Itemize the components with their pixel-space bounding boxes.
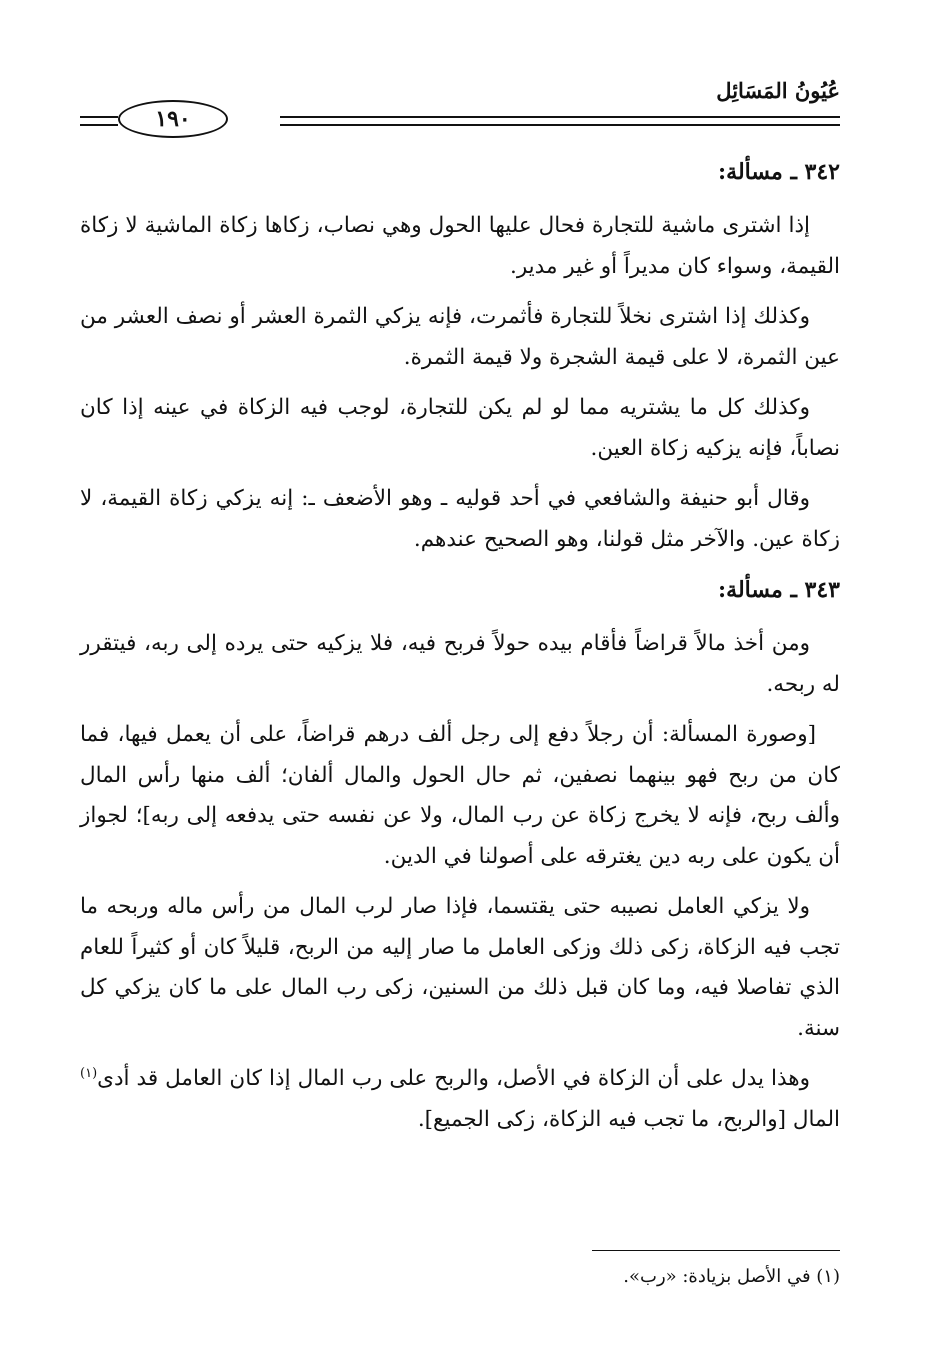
paragraph: ولا يزكي العامل نصيبه حتى يقتسما، فإذا صار لرب المال من رأس ماله وربحه ما تجب فيه الزكاة، زكى ذلك وزكى العامل ما صار إليه من الربح، قليلاً كان أو كثيراً للعام الذي تفاصلا فيه، وما كان قبل ذلك من السنين، زكى رب المال على ما كان يزكي كل سنة. [80, 894, 840, 1041]
header-rule-left-top [80, 116, 118, 118]
paragraph-text: المال [والربح، ما تجب فيه الزكاة، زكى الجميع]. [417, 1106, 840, 1132]
section-heading-343: ٣٤٣ ـ مسألة: [718, 577, 840, 603]
paragraph-text: وهذا يدل على أن الزكاة في الأصل، والربح على رب المال إذا كان العامل قد أدى [97, 1066, 810, 1091]
document-page [80, 0, 840, 1346]
paragraph: وقال أبو حنيفة والشافعي في أحد قوليه ـ وهو الأضعف ـ: إنه يزكي زكاة القيمة، لا زكاة عين. والآخر مثل قولنا، وهو الصحيح عندهم. [80, 486, 840, 552]
book-title: عُيُونُ المَسَائِل [716, 78, 840, 103]
footnote-separator [592, 1250, 840, 1251]
page-body [80, 152, 840, 1150]
footnote: (١) في الأصل بزيادة: «رب». [623, 1266, 840, 1287]
paragraph: وكذلك إذا اشترى نخلاً للتجارة فأثمرت، فإنه يزكي الثمرة العشر أو نصف العشر من عين الثمرة، لا على قيمة الشجرة ولا قيمة الثمرة. [80, 304, 840, 370]
header-rule-left-bottom [80, 124, 118, 126]
header-rule-top [280, 116, 840, 118]
paragraph: [وصورة المسألة: أن رجلاً دفع إلى رجل ألف درهم قراضاً، على أن يعمل فيها، فما كان من ربح فهو بينهما نصفين، ثم حال الحول والمال ألفان؛ ألف منها رأس المال وألف ربح، فإنه لا يخرج زكاة عن رب المال، ولا عن نفسه حتى يدفعه إلى ربه]؛ لجواز أن يكون على ربه دين يغترقه على أصولنا في الدين. [80, 722, 840, 869]
page-number: ١٩٠ [118, 100, 228, 138]
section-heading-342: ٣٤٢ ـ مسألة: [718, 159, 840, 185]
footnote-marker: (١) [80, 1065, 98, 1081]
paragraph: إذا اشترى ماشية للتجارة فحال عليها الحول وهي نصاب، زكاها زكاة الماشية لا زكاة القيمة، وسواء كان مديراً أو غير مدير. [80, 213, 840, 279]
paragraph-with-footnote [80, 1059, 840, 1140]
paragraph: ومن أخذ مالاً قراضاً فأقام بيده حولاً فربح فيه، فلا يزكيه حتى يرده إلى ربه، فيتقرر له ربحه. [80, 631, 840, 697]
header-rule-bottom [280, 124, 840, 126]
paragraph: وكذلك كل ما يشتريه مما لو لم يكن للتجارة، لوجب فيه الزكاة في عينه إذا كان نصاباً، فإنه يزكيه زكاة العين. [80, 395, 840, 461]
